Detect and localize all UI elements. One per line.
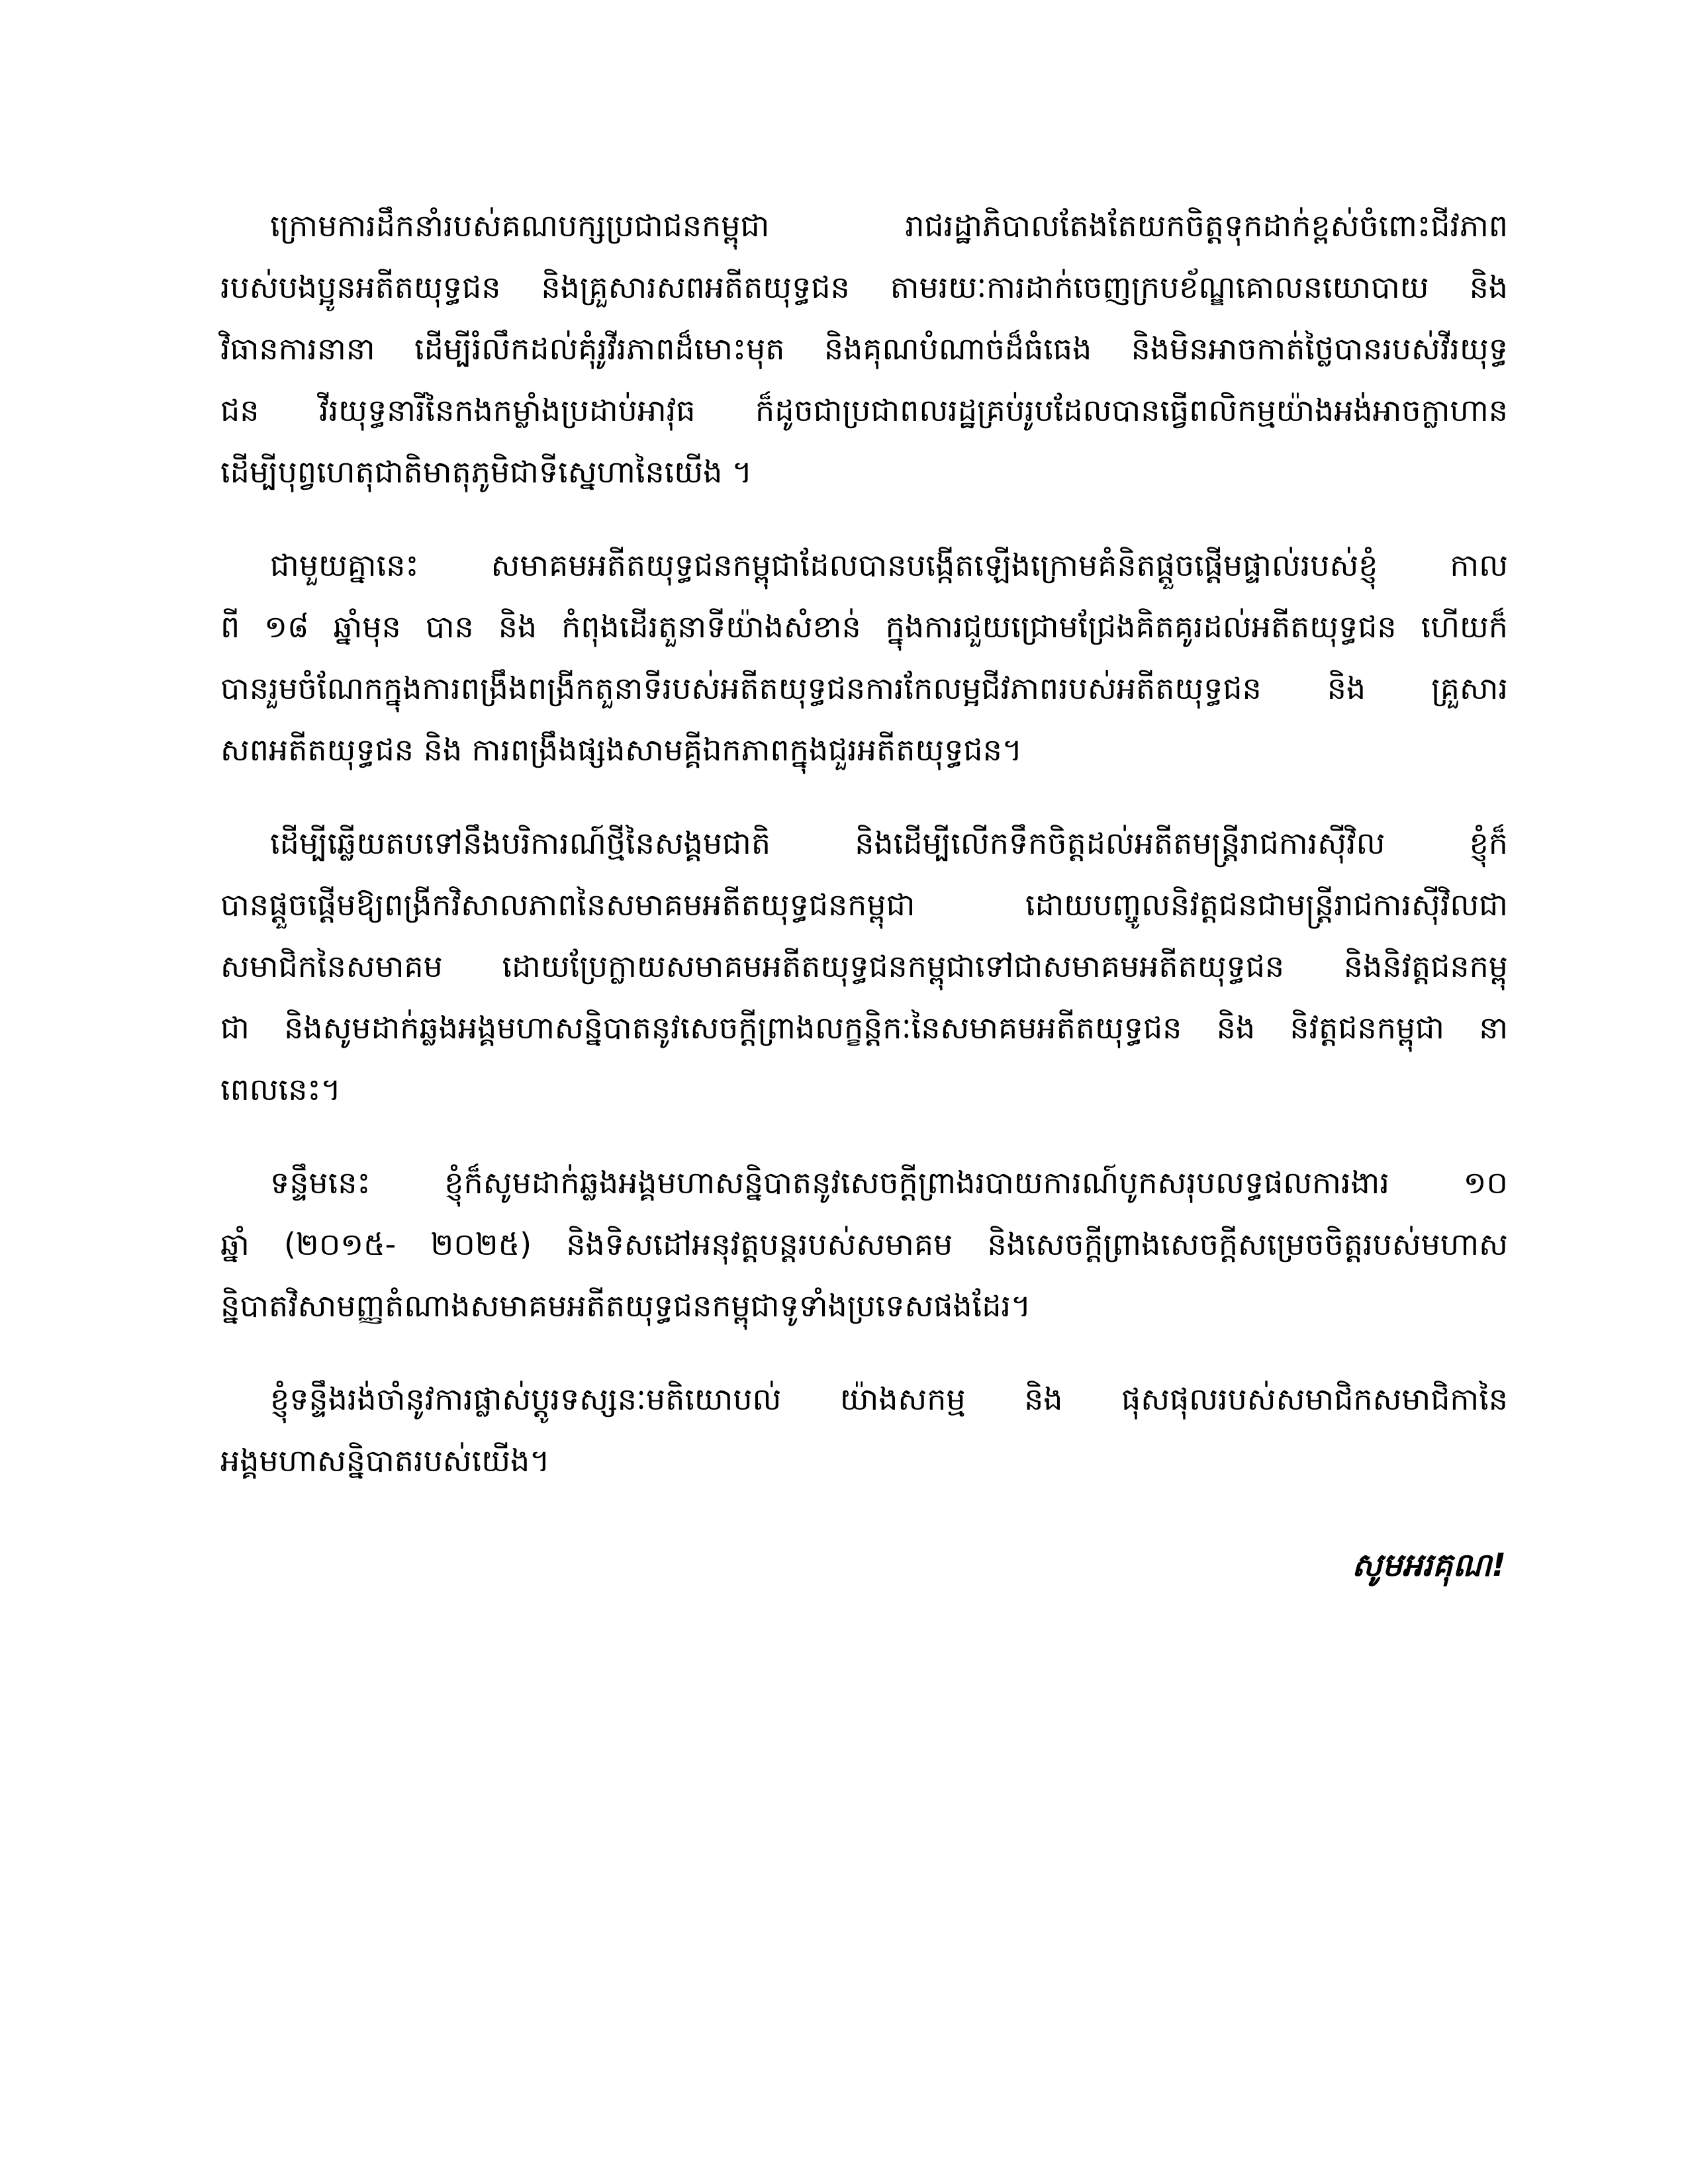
paragraph-line: បានរួមចំណែកក្នុងការពង្រឹងពង្រីកតួនាទីរបស់អតីតយុទ្ធជនការកែលម្អជីវភាពរបស់អតីតយុទ្ធជន និង គ្រួសារ: [220, 670, 1508, 706]
paragraph-line: ក្រោមការដឹកនាំរបស់គណបក្សប្រជាជនកម្ពុជា រាជរដ្ឋាភិបាលតែងតែយកចិត្តទុកដាក់ខ្ពស់ចំពោះជីវភាព: [270, 208, 1508, 244]
paragraph-line: ពី ១៨ ឆ្នាំមុន បាន និង កំពុងដើរតួនាទីយ៉ាងសំខាន់ ក្នុងការជួយជ្រោមជ្រែងគិតគូរដល់អតីតយុទ្ធជន ហើយក៏: [220, 609, 1508, 645]
paragraph: [220, 195, 1508, 503]
paragraph-line: ដើម្បីបុព្វហេតុជាតិមាតុភូមិជាទីស្នេហានៃយើង ។: [220, 454, 753, 490]
paragraph-line: ជាមួយគ្នានេះ សមាគមអតីតយុទ្ធជនកម្ពុជាដែលបានបង្កើតឡើងក្រោមគំនិតផ្តួចផ្តើមផ្ទាល់របស់ខ្ញុំ កាល: [270, 547, 1508, 583]
paragraph-line: ទន្ទឹមនេះ ខ្ញុំក៏សូមដាក់ឆ្លងអង្គមហាសន្និបាតនូវសេចក្តីព្រាងរបាយការណ៍បូកសរុបលទ្ធផលការងារ ១០: [270, 1165, 1508, 1201]
paragraph: [220, 535, 1508, 781]
document-body: [220, 195, 1508, 1524]
paragraph-line: ន្និបាតវិសាមញ្ញតំណាងសមាគមអតីតយុទ្ធជនកម្ពុជាទូទាំងប្រទេសផងដែរ។: [220, 1288, 1031, 1324]
paragraph-line: ពេលនេះ។: [220, 1071, 341, 1107]
paragraph: [220, 813, 1508, 1120]
paragraph-line: ជា និងសូមដាក់ឆ្លងអង្គមហាសន្និបាតនូវសេចក្តីព្រាងលក្ខន្តិកៈនៃសមាគមអតីតយុទ្ធជន និង និវត្តជនកម្ពុជា នា: [220, 1010, 1508, 1046]
paragraph: [220, 1369, 1508, 1492]
paragraph-line: របស់បងប្អូនអតីតយុទ្ធជន និងគ្រួសារសពអតីតយុទ្ធជន តាមរយៈការដាក់ចេញក្របខ័ណ្ឌគោលនយោបាយ និង: [220, 269, 1508, 305]
paragraph-line: ជន វីរយុទ្ធនារីនៃកងកម្លាំងប្រដាប់អាវុធ ក៏ដូចជាប្រជាពលរដ្ឋគ្រប់រូបដែលបានធ្វើពលិកម្មយ៉ាងអង់អាចក្លាហាន: [220, 392, 1508, 428]
paragraph-line: បានផ្តួចផ្តើមឱ្យពង្រីកវិសាលភាពនៃសមាគមអតីតយុទ្ធជនកម្ពុជា ដោយបញ្ចូលនិវត្តជនជាមន្ត្រីរាជការស៊ីវិលជា: [220, 887, 1508, 923]
paragraph-line: អង្គមហាសន្និបាតរបស់យើង។: [220, 1443, 550, 1479]
closing-thanks: សូមអរគុណ!: [1352, 1547, 1506, 1584]
paragraph-line: សពអតីតយុទ្ធជន និង ការពង្រឹងផ្សងសាមគ្គីឯកភាពក្នុងជួរអតីតយុទ្ធជន។: [220, 732, 1023, 768]
paragraph-line: ឆ្នាំ (២០១៥- ២០២៥) និងទិសដៅអនុវត្តបន្តរបស់សមាគម និងសេចក្តីព្រាងសេចក្តីសម្រេចចិត្តរបស់មហាស: [220, 1226, 1508, 1262]
paragraph-line: ដើម្បីឆ្លើយតបទៅនឹងបរិការណ៍ថ្មីនៃសង្គមជាតិ និងដើម្បីលើកទឹកចិត្តដល់អតីតមន្ត្រីរាជការស៊ីវិល ខ្ញុំក៏: [270, 825, 1508, 861]
paragraph: [220, 1152, 1508, 1337]
paragraph-line: សមាជិកនៃសមាគម ដោយប្រែក្លាយសមាគមអតីតយុទ្ធជនកម្ពុជាទៅជាសមាគមអតីតយុទ្ធជន និងនិវត្តជនកម្ពុ: [220, 948, 1508, 984]
paragraph-line: វិធានការនានា ដើម្បីរំលឹកដល់គុំរូវីរភាពដ៏មោះមុត និងគុណបំណាច់ដ៏ធំធេង និងមិនអាចកាត់ថ្លៃបានរបស់វីរយុទ្ធ: [220, 331, 1508, 367]
paragraph-line: ខ្ញុំទន្ទឹងរង់ចាំនូវការផ្លាស់ប្តូរទស្សនៈមតិយោបល់ យ៉ាងសកម្ម និង ផុសផុលរបស់សមាជិកសមាជិកានៃ: [270, 1381, 1508, 1417]
